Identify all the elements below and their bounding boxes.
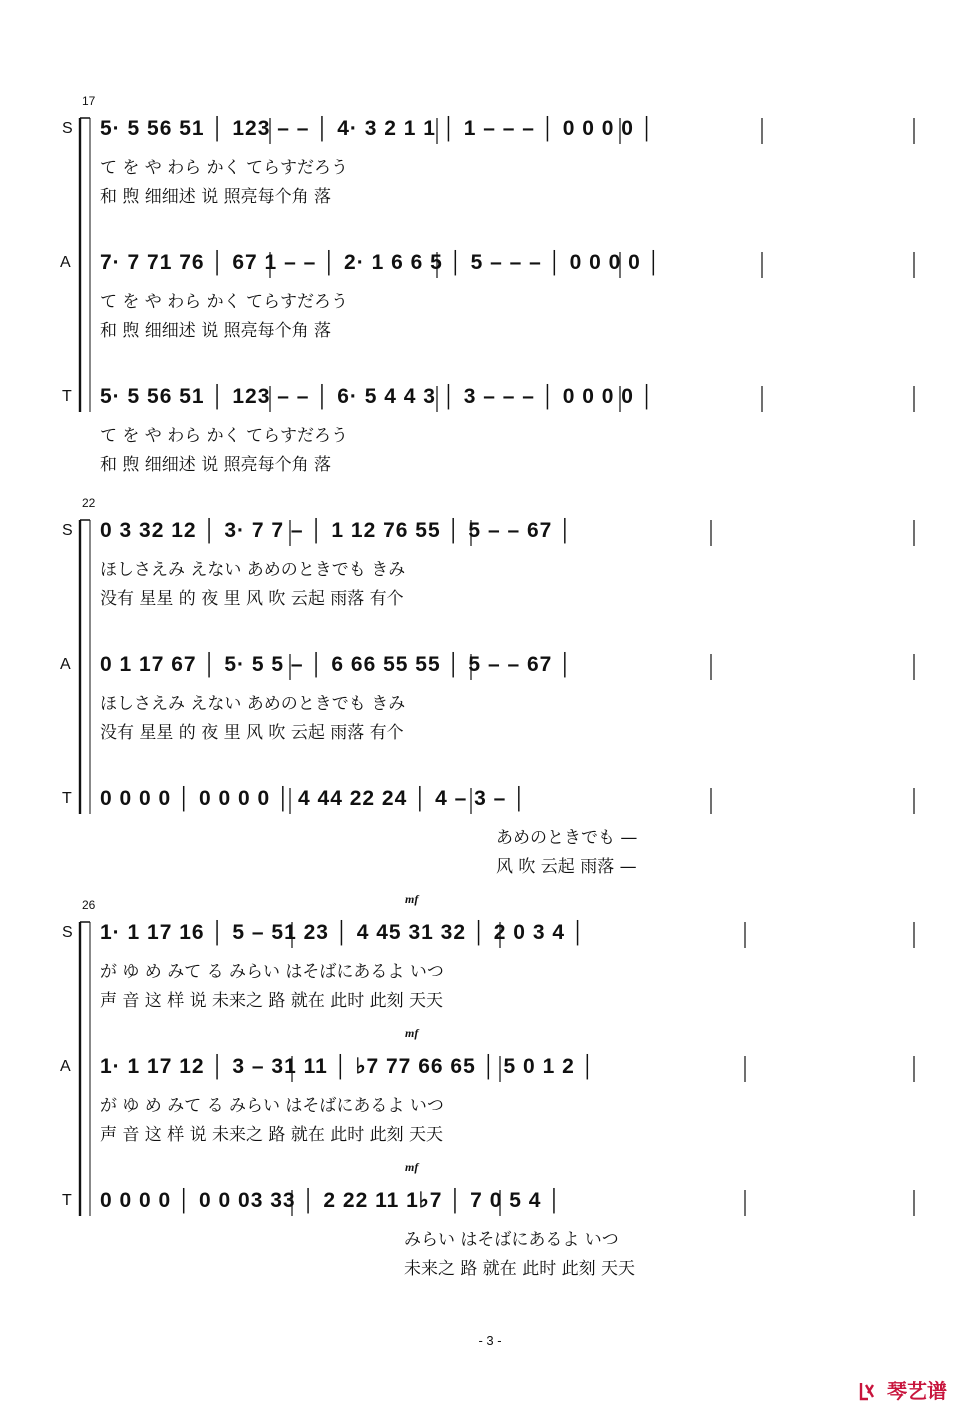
part-label: A [60, 656, 71, 673]
lyric-chinese: 声 音 这 样 说 未来之 路 就在 此时 此刻 天天 [100, 1125, 444, 1145]
lyric-chinese: 和 煦 细细述 说 照亮每个角 落 [100, 455, 332, 475]
note-line: 0 0 0 0 │ 0 0 0 0 │ 4 44 22 24 │ 4 – 3 – │ [100, 787, 528, 810]
lyric-japanese: あめのときでも — [496, 828, 638, 848]
measure-number: 26 [82, 898, 96, 912]
watermark-text: 琴艺谱 [886, 1379, 947, 1403]
measure-number: 22 [82, 496, 96, 510]
page-number: - 3 - [478, 1333, 502, 1348]
note-line: 5· 5 56 51 │ 123 – – │ 6· 5 4 4 3 │ 3 – – – │ 0 0 0 0 │ [100, 385, 655, 408]
lyric-chinese: 没有 星星 的 夜 里 风 吹 云起 雨落 有个 [100, 589, 404, 609]
part-label: S [62, 522, 73, 539]
dynamic-mark: mf [405, 892, 419, 906]
lyric-chinese: 和 煦 细细述 说 照亮每个角 落 [100, 321, 332, 341]
lyric-chinese: 风 吹 云起 雨落 — [496, 857, 637, 877]
dynamic-mark: mf [405, 1160, 419, 1174]
lyric-chinese: 没有 星星 的 夜 里 风 吹 云起 雨落 有个 [100, 723, 404, 743]
note-line: 1· 1 17 16 │ 5 – 51 23 │ 4 45 31 32 │ 2 0 3 4 │ [100, 921, 586, 944]
part-label: A [60, 254, 71, 271]
lyric-japanese: みらい はそばにあるよ いつ [404, 1230, 619, 1250]
dynamic-mark: mf [405, 1026, 419, 1040]
measure-number: 17 [82, 94, 96, 108]
lyric-chinese: 声 音 这 样 说 未来之 路 就在 此时 此刻 天天 [100, 991, 444, 1011]
note-line: 7· 7 71 76 │ 67 1 – – │ 2· 1 6 6 5 │ 5 – – – │ 0 0 0 0 │ [100, 251, 662, 274]
part-label: T [62, 388, 72, 405]
part-label: T [62, 1192, 72, 1209]
lyric-japanese: ほしさえみ えない あめのときでも きみ [100, 560, 406, 580]
note-line: 0 0 0 0 │ 0 0 03 33 │ 2 22 11 1♭7 │ 7 0 5 4 │ [100, 1189, 563, 1212]
note-line: 0 1 17 67 │ 5· 5 5 – │ 6 66 55 55 │ 5 – – 67 │ [100, 653, 574, 676]
lyric-chinese: 和 煦 细细述 说 照亮每个角 落 [100, 187, 332, 207]
note-line: 5· 5 56 51 │ 123 – – │ 4· 3 2 1 1 │ 1 – – – │ 0 0 0 0 │ [100, 117, 655, 140]
lyric-chinese: 未来之 路 就在 此时 此刻 天天 [404, 1259, 636, 1279]
note-line: 1· 1 17 12 │ 3 – 31 11 │ ♭7 77 66 65 │ 5 0 1 2 │ [100, 1055, 596, 1078]
lyric-japanese: て を や わら かく てらすだろう [100, 426, 349, 446]
part-label: S [62, 924, 73, 941]
part-label: A [60, 1058, 71, 1075]
lyric-japanese: て を や わら かく てらすだろう [100, 158, 349, 178]
lyric-japanese: が ゆ め みて る みらい はそばにあるよ いつ [100, 962, 444, 982]
lyric-japanese: ほしさえみ えない あめのときでも きみ [100, 694, 406, 714]
note-line: 0 3 32 12 │ 3· 7 7 – │ 1 12 76 55 │ 5 – – 67 │ [100, 519, 574, 542]
lyric-japanese: が ゆ め みて る みらい はそばにあるよ いつ [100, 1096, 444, 1116]
lyric-japanese: て を や わら かく てらすだろう [100, 292, 349, 312]
part-label: S [62, 120, 73, 137]
part-label: T [62, 790, 72, 807]
